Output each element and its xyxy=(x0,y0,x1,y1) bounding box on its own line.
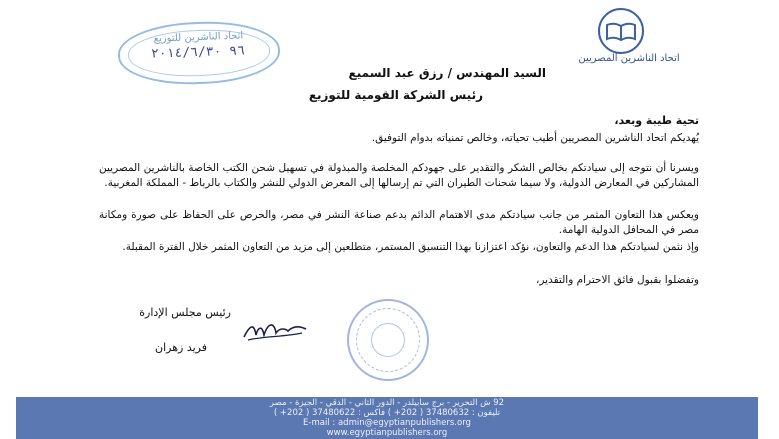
footer-website[interactable]: www.egyptianpublishers.org xyxy=(326,428,448,438)
received-stamp xyxy=(117,19,281,87)
signatory-title: رئيس مجلس الإدارة xyxy=(139,306,231,319)
publisher-logo xyxy=(566,8,686,64)
recipient-title: رئيس الشركة القومية للتوزيع xyxy=(308,88,483,102)
paragraph-4: وإذ نثمن لسيادتكم هذا الدعم والتعاون، نؤكد اعتزازنا بهذا التنسيق المستمر، متطلعين إلى مزيد من التعاون المثمر خلال الفترة المقبلة. xyxy=(122,241,699,253)
paragraph-1: يُهديكم اتحاد الناشرين المصريين أطيب تحياته، وخالص تمنياته بدوام التوفيق. xyxy=(371,132,699,144)
handwritten-signature xyxy=(240,317,310,345)
stamp-number: ٩٦ ٢٠١٤/٦/٣٠ xyxy=(150,43,246,62)
signatory-name: فريد زهران xyxy=(155,341,207,354)
greeting: تحية طيبة وبعد، xyxy=(614,114,699,127)
closing: وتفضلوا بقبول فائق الاحترام والتقدير، xyxy=(536,274,699,286)
paragraph-2: ويسرنا أن نتوجه إلى سيادتكم بخالص الشكر والتقدير على جهودكم المخلصة والمبذولة في تسهيل شحن الكتب الخاصة بالناشرين المصريين المشاركين في المعارض الدولية، ولا سيما شحنات الطيران التي تم إرسالها إلى المعرض الدولي للنشر والكتاب بالرباط - المملكة المغربية. xyxy=(99,162,699,189)
official-seal-icon xyxy=(347,299,429,381)
footer-email[interactable]: E-mail : admin@egyptianpublishers.org xyxy=(303,418,471,428)
footer-phones: تليفون : 37480632 ( 202+ ) فاكس : 37480622 ( 202+ ) xyxy=(273,408,501,418)
recipient: السيد المهندس / رزق عبد السميع xyxy=(348,66,546,80)
footer-address: 92 ش التحرير - برج سابيلدر - الدور الثاني - الدقي - الجيزة - مصر xyxy=(269,398,505,408)
open-book-icon xyxy=(598,8,644,54)
stamp-org: اتحاد الناشرين للتوزيع xyxy=(153,30,244,45)
paragraph-3: ويعكس هذا التعاون المثمر من جانب سيادتكم مدى الاهتمام الدائم بدعم صناعة النشر في مصر، والحرص على الحفاظ على صورة ومكانة مصر في المحافل الدولية الهامة. xyxy=(99,209,699,236)
org-name: اتحاد الناشرين المصريين xyxy=(578,53,680,64)
letterhead-footer xyxy=(16,397,758,439)
